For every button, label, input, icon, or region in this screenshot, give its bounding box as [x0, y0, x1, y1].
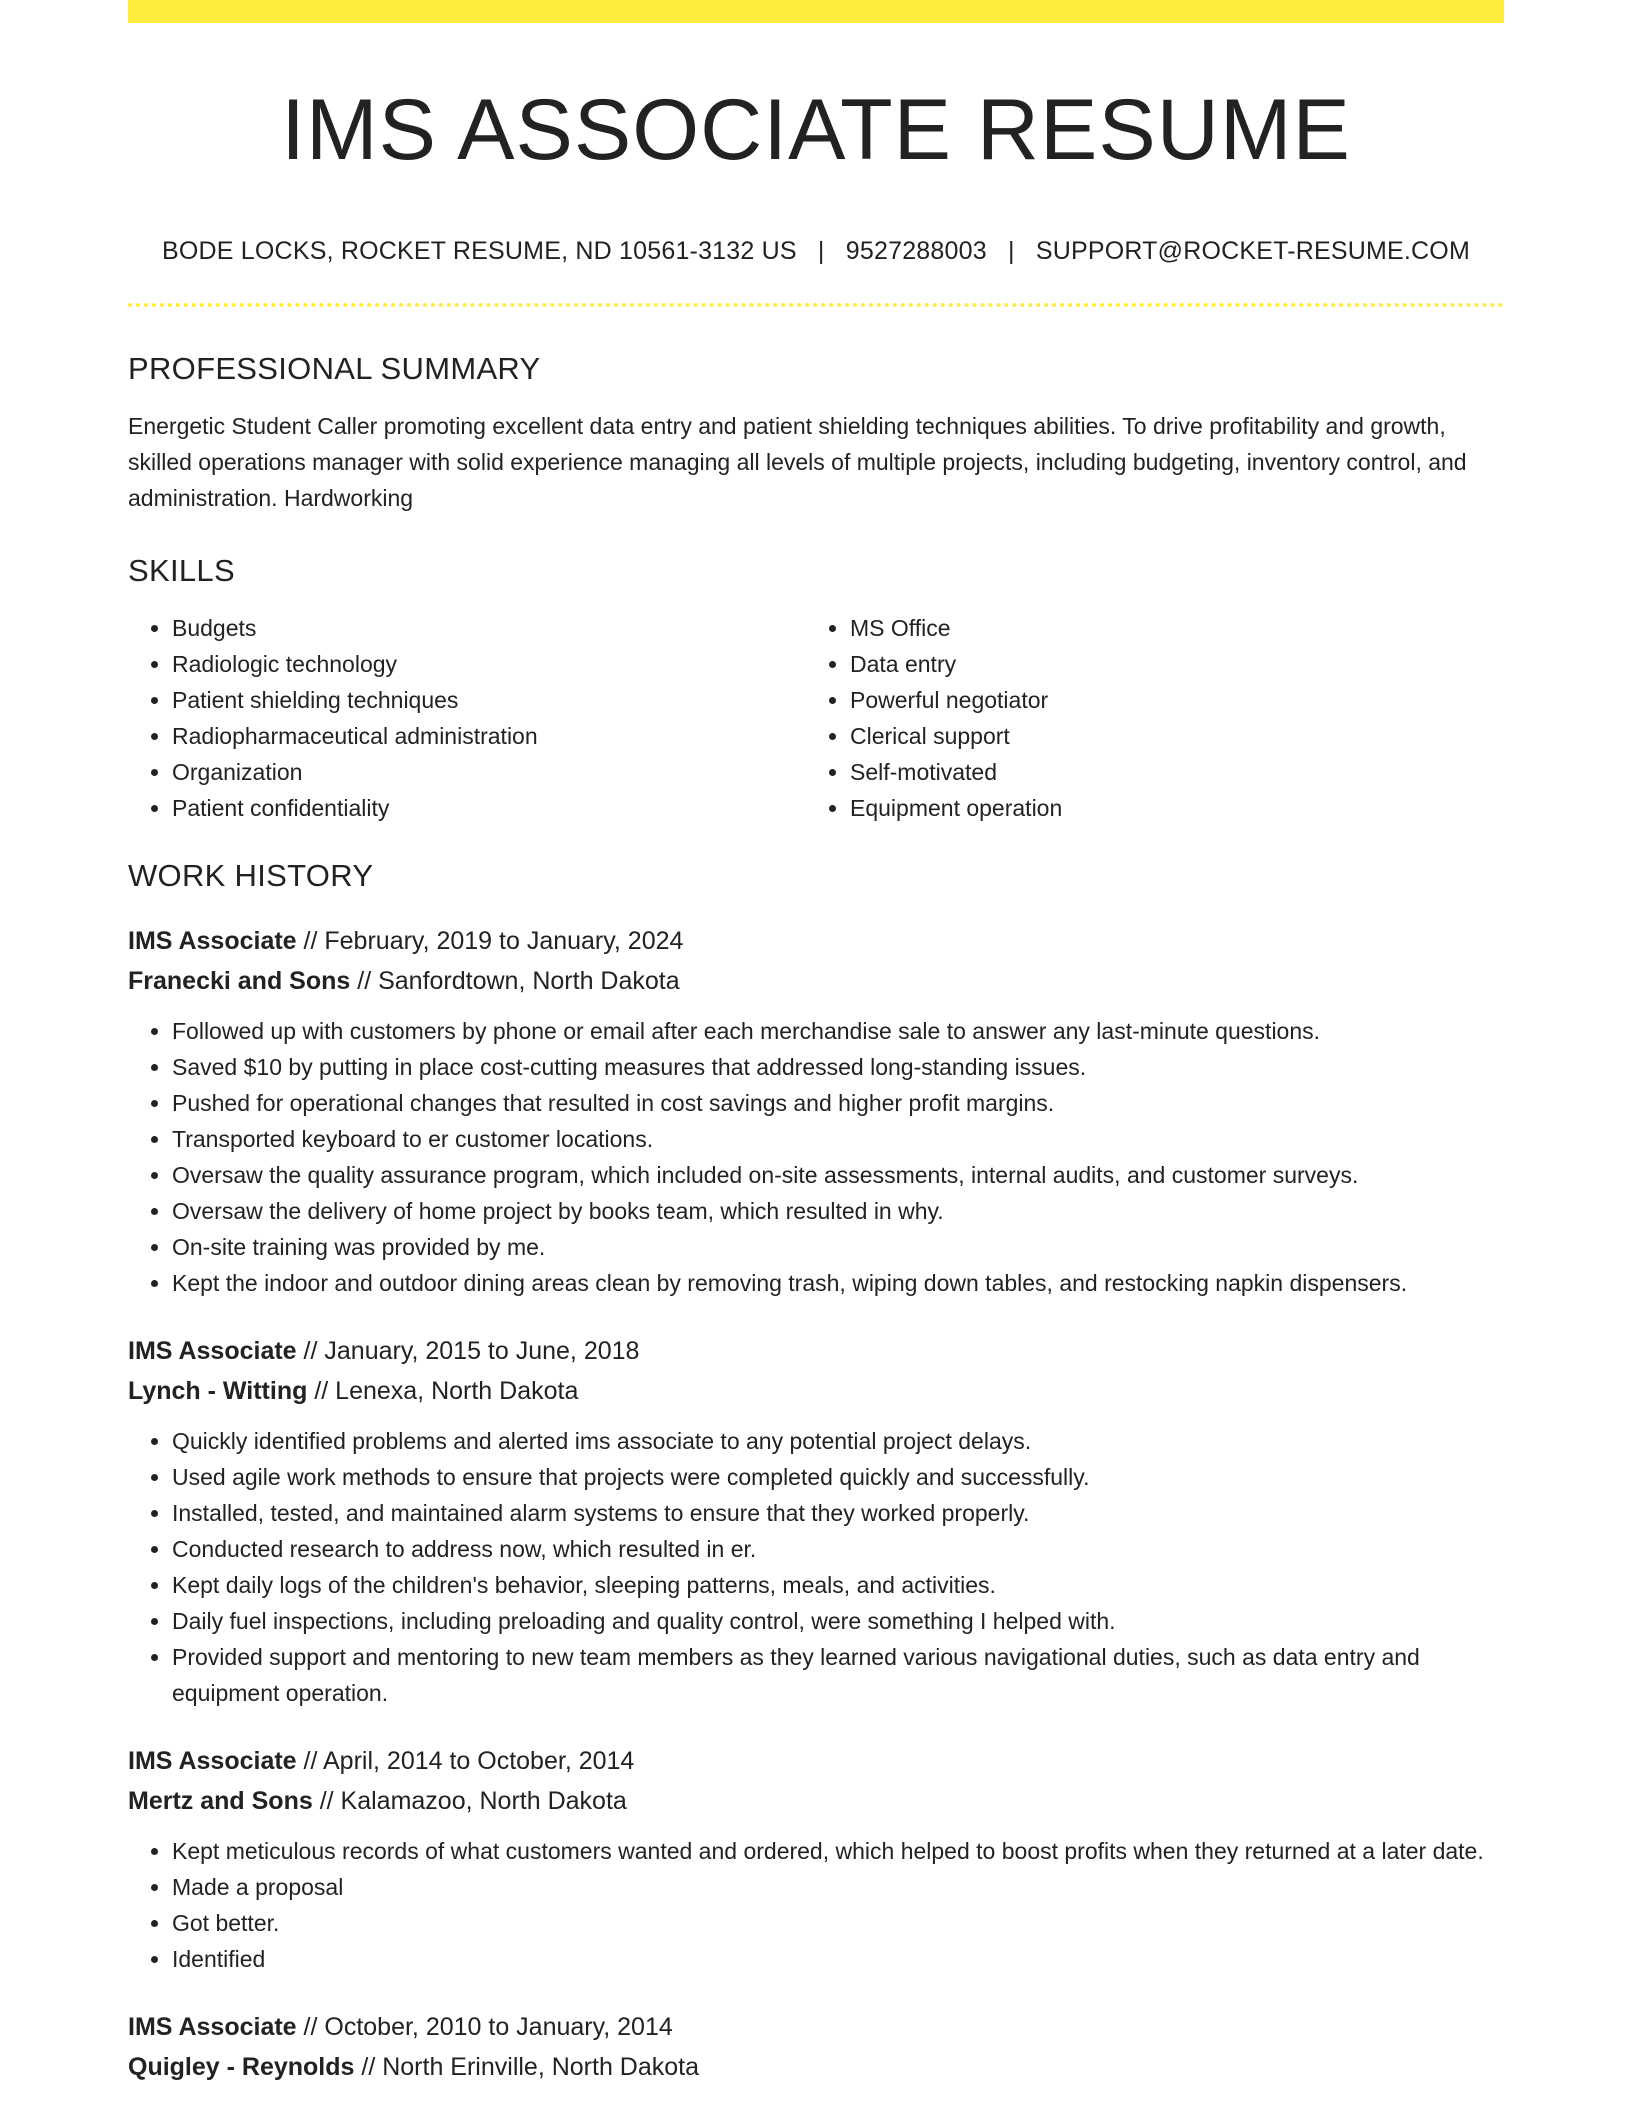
job-dates: // April, 2014 to October, 2014: [303, 1747, 635, 1775]
job-company: Franecki and Sons: [128, 967, 351, 995]
contact-email: SUPPORT@ROCKET-RESUME.COM: [1035, 237, 1470, 265]
job-bullet: • Kept meticulous records of what customers wanted and ordered, which helped to boost profits when they returned at a later date.: [172, 1833, 1504, 1869]
job-company-line: [128, 1371, 1504, 1411]
job-bullet: • Oversaw the delivery of home project by books team, which resulted in why.: [172, 1193, 1504, 1229]
job-title-line: [128, 1331, 1504, 1371]
skill-item: • Powerful negotiator: [850, 682, 1484, 718]
job-bullet: • Kept daily logs of the children's behavior, sleeping patterns, meals, and activities.: [172, 1567, 1504, 1603]
job-company: Quigley - Reynolds: [128, 2053, 355, 2081]
contact-address: BODE LOCKS, ROCKET RESUME, ND 10561-3132 US: [162, 237, 797, 265]
job-company: Mertz and Sons: [128, 1787, 313, 1815]
job-title: IMS Associate: [128, 2013, 297, 2041]
job-bullet: • Daily fuel inspections, including preloading and quality control, were something I helped with.: [172, 1603, 1504, 1639]
job-company-line: [128, 1781, 1504, 1821]
job-bullet: • Pushed for operational changes that resulted in cost savings and higher profit margins.: [172, 1085, 1504, 1121]
work-history-list: [128, 921, 1504, 2087]
summary-heading: PROFESSIONAL SUMMARY: [128, 351, 541, 386]
contact-separator: |: [817, 237, 825, 265]
skill-item: • Clerical support: [850, 718, 1484, 754]
job-bullet: • Made a proposal: [172, 1869, 1504, 1905]
job-bullet: • Quickly identified problems and alerted ims associate to any potential project delays.: [172, 1423, 1504, 1459]
job-bullet: • Followed up with customers by phone or email after each merchandise sale to answer any last-minute questions.: [172, 1013, 1504, 1049]
header-divider: [128, 303, 1504, 307]
resume-page: [128, 0, 1504, 2087]
job-bullets: [128, 1423, 1504, 1711]
skill-item: • Radiopharmaceutical administration: [172, 718, 806, 754]
skills-heading: SKILLS: [128, 553, 235, 588]
job-bullets: [128, 1013, 1504, 1301]
job-dates: // February, 2019 to January, 2024: [303, 927, 684, 955]
job-title: IMS Associate: [128, 1337, 297, 1365]
job-location: // Lenexa, North Dakota: [314, 1377, 579, 1405]
contact-line: [128, 239, 1504, 264]
job-bullet: • Transported keyboard to er customer locations.: [172, 1121, 1504, 1157]
work-history-heading: WORK HISTORY: [128, 858, 374, 893]
job-title: IMS Associate: [128, 927, 297, 955]
skill-item: • Organization: [172, 754, 806, 790]
skills-list: [128, 610, 1504, 826]
job-title-line: [128, 1741, 1504, 1781]
job-entry: [128, 1331, 1504, 1711]
job-location: // Kalamazoo, North Dakota: [319, 1787, 627, 1815]
job-bullet: • Saved $10 by putting in place cost-cutting measures that addressed long-standing issues.: [172, 1049, 1504, 1085]
job-company-line: [128, 2047, 1504, 2087]
job-bullet: • Kept the indoor and outdoor dining areas clean by removing trash, wiping down tables, and restocking napkin dispensers.: [172, 1265, 1504, 1301]
job-location: // North Erinville, North Dakota: [361, 2053, 700, 2081]
skill-item: • MS Office: [850, 610, 1484, 646]
job-bullet: • Conducted research to address now, which resulted in er.: [172, 1531, 1504, 1567]
job-bullets: [128, 1833, 1504, 1977]
skills-column-left: [128, 610, 806, 826]
job-bullet: • Got better.: [172, 1905, 1504, 1941]
summary-text: Energetic Student Caller promoting excellent data entry and patient shielding techniques abilities. To drive profitability and growth, skilled operations manager with solid experience managing all levels of multiple projects, including budgeting, inventory control, and administration. Hardworking: [128, 413, 1467, 511]
job-company-line: [128, 961, 1504, 1001]
job-entry: [128, 921, 1504, 1301]
job-bullet: • Oversaw the quality assurance program, which included on-site assessments, internal audits, and customer surveys.: [172, 1157, 1504, 1193]
skill-item: • Patient shielding techniques: [172, 682, 806, 718]
job-title-line: [128, 921, 1504, 961]
skill-item: • Equipment operation: [850, 790, 1484, 826]
job-location: // Sanfordtown, North Dakota: [357, 967, 680, 995]
skills-column-right: [806, 610, 1484, 826]
job-dates: // January, 2015 to June, 2018: [303, 1337, 640, 1365]
skill-item: • Data entry: [850, 646, 1484, 682]
job-title-line: [128, 2007, 1504, 2047]
accent-bar: [128, 0, 1504, 23]
job-company: Lynch - Witting: [128, 1377, 308, 1405]
job-bullet: • Used agile work methods to ensure that projects were completed quickly and successfully.: [172, 1459, 1504, 1495]
contact-separator: |: [1007, 237, 1015, 265]
skill-item: • Patient confidentiality: [172, 790, 806, 826]
job-entry: [128, 1741, 1504, 1977]
job-bullet: • On-site training was provided by me.: [172, 1229, 1504, 1265]
job-dates: // October, 2010 to January, 2014: [303, 2013, 673, 2041]
skill-item: • Radiologic technology: [172, 646, 806, 682]
skill-item: • Budgets: [172, 610, 806, 646]
page-title: IMS ASSOCIATE RESUME: [281, 82, 1351, 178]
job-bullet: • Provided support and mentoring to new team members as they learned various navigational duties, such as data entry and equipment operation.: [172, 1639, 1504, 1711]
job-bullet: • Installed, tested, and maintained alarm systems to ensure that they worked properly.: [172, 1495, 1504, 1531]
contact-phone: 9527288003: [845, 237, 987, 265]
job-bullet: • Identified: [172, 1941, 1504, 1977]
job-entry: [128, 2007, 1504, 2087]
job-title: IMS Associate: [128, 1747, 297, 1775]
skill-item: • Self-motivated: [850, 754, 1484, 790]
